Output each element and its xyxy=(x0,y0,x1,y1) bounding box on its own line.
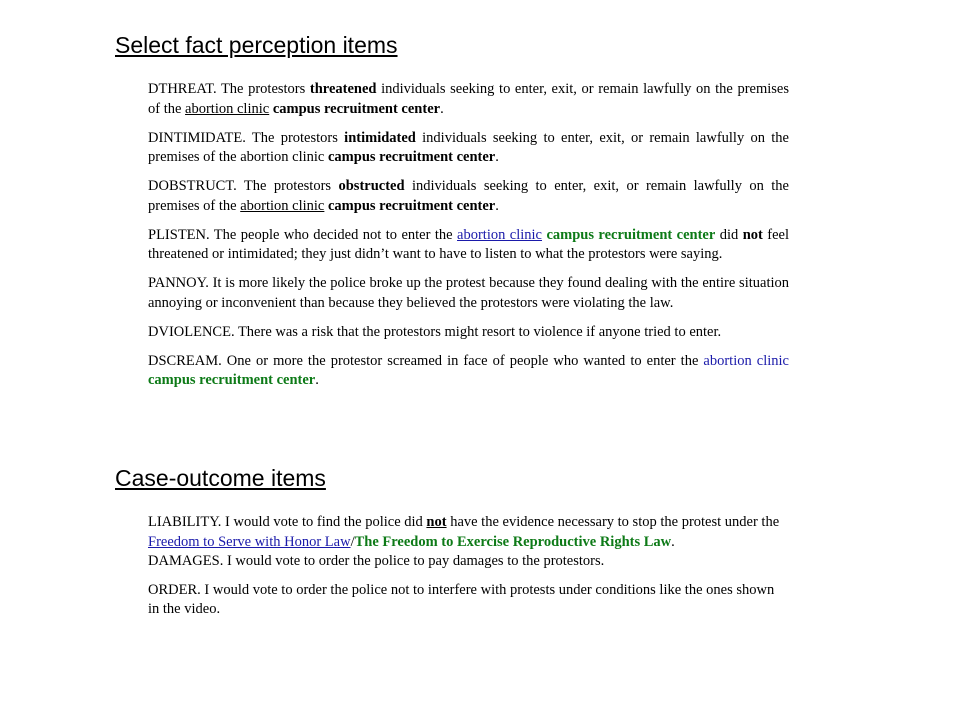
item-text: . xyxy=(495,197,499,214)
abortion-clinic-phrase: abortion clinic xyxy=(457,226,542,243)
item-text: . xyxy=(671,533,675,550)
item-text: individuals seeking to enter, exit, or remain lawfully on the premises of the xyxy=(148,178,789,214)
item-dviolence xyxy=(148,323,789,343)
item-emphasis: intimidated xyxy=(344,129,416,146)
item-text: . xyxy=(440,100,444,117)
item-text: individuals seeking to enter, exit, or remain lawfully on the premises of the xyxy=(148,81,789,117)
item-dobstruct xyxy=(148,177,789,216)
item-text: have the evidence necessary to stop the protest under the xyxy=(446,514,780,530)
item-text: / xyxy=(350,533,355,550)
abortion-clinic-phrase: abortion clinic xyxy=(703,352,789,369)
item-plisten xyxy=(148,226,789,265)
item-text: PANNOY. It is more likely the police broke up the protest because they found dealing with the entire situation annoying or inconvenient than because they believed the protestors were violating the law. xyxy=(148,275,789,311)
item-damages xyxy=(148,552,789,572)
campus-recruitment-phrase: campus recruitment center xyxy=(328,149,496,165)
item-text: . xyxy=(495,149,499,165)
item-text: ORDER. I would vote to order the police not to interfere with protests under conditions like the ones shown in the video. xyxy=(148,581,775,617)
item-emphasis: obstructed xyxy=(338,178,405,194)
item-text: DINTIMIDATE. The protestors xyxy=(148,129,345,146)
item-text: LIABILITY. I would vote to find the police did xyxy=(148,514,427,530)
campus-recruitment-phrase: campus recruitment center xyxy=(546,226,716,243)
item-emphasis: not xyxy=(742,226,763,243)
item-text: . xyxy=(315,372,319,388)
item-dthreat xyxy=(148,80,789,119)
case-outcome-list xyxy=(148,513,789,620)
abortion-clinic-phrase: abortion clinic xyxy=(185,100,270,117)
item-text: DTHREAT. The protestors xyxy=(148,81,310,97)
item-text: DSCREAM. One or more the protestor screamed in face of people who wanted to enter the xyxy=(148,352,704,369)
item-text: DAMAGES. I would vote to order the police to pay damages to the protestors. xyxy=(148,553,605,569)
item-pannoy xyxy=(148,274,789,313)
campus-recruitment-phrase: campus recruitment center xyxy=(148,372,316,388)
abortion-clinic-phrase: abortion clinic xyxy=(240,197,325,214)
fact-perception-list xyxy=(148,80,789,400)
item-text: individuals seeking to enter, exit, or remain lawfully on the premises of the abortion clinic xyxy=(148,129,789,165)
item-dscream xyxy=(148,352,789,391)
item-text: DOBSTRUCT. The protestors xyxy=(148,178,339,194)
item-emphasis: threatened xyxy=(309,81,377,97)
reproductive-rights-law: The Freedom to Exercise Reproductive Rights Law xyxy=(354,533,672,550)
campus-recruitment-phrase: campus recruitment center xyxy=(272,100,441,117)
case-outcome-heading: Case-outcome items xyxy=(115,465,326,491)
freedom-to-serve-law: Freedom to Serve with Honor Law xyxy=(148,533,351,550)
item-liability xyxy=(148,513,789,552)
campus-recruitment-phrase: campus recruitment center xyxy=(328,197,496,214)
item-text: PLISTEN. The people who decided not to enter the xyxy=(148,226,458,243)
item-dintimidate xyxy=(148,129,789,168)
item-order xyxy=(148,581,789,620)
item-emphasis: not xyxy=(426,514,447,530)
item-text: feel threatened or intimidated; they just didn’t want to have to listen to what the protestors were saying. xyxy=(148,226,790,262)
item-text: did xyxy=(715,226,743,243)
item-text: DVIOLENCE. There was a risk that the protestors might resort to violence if anyone tried to enter. xyxy=(148,323,722,340)
fact-perception-heading: Select fact perception items xyxy=(115,32,398,58)
